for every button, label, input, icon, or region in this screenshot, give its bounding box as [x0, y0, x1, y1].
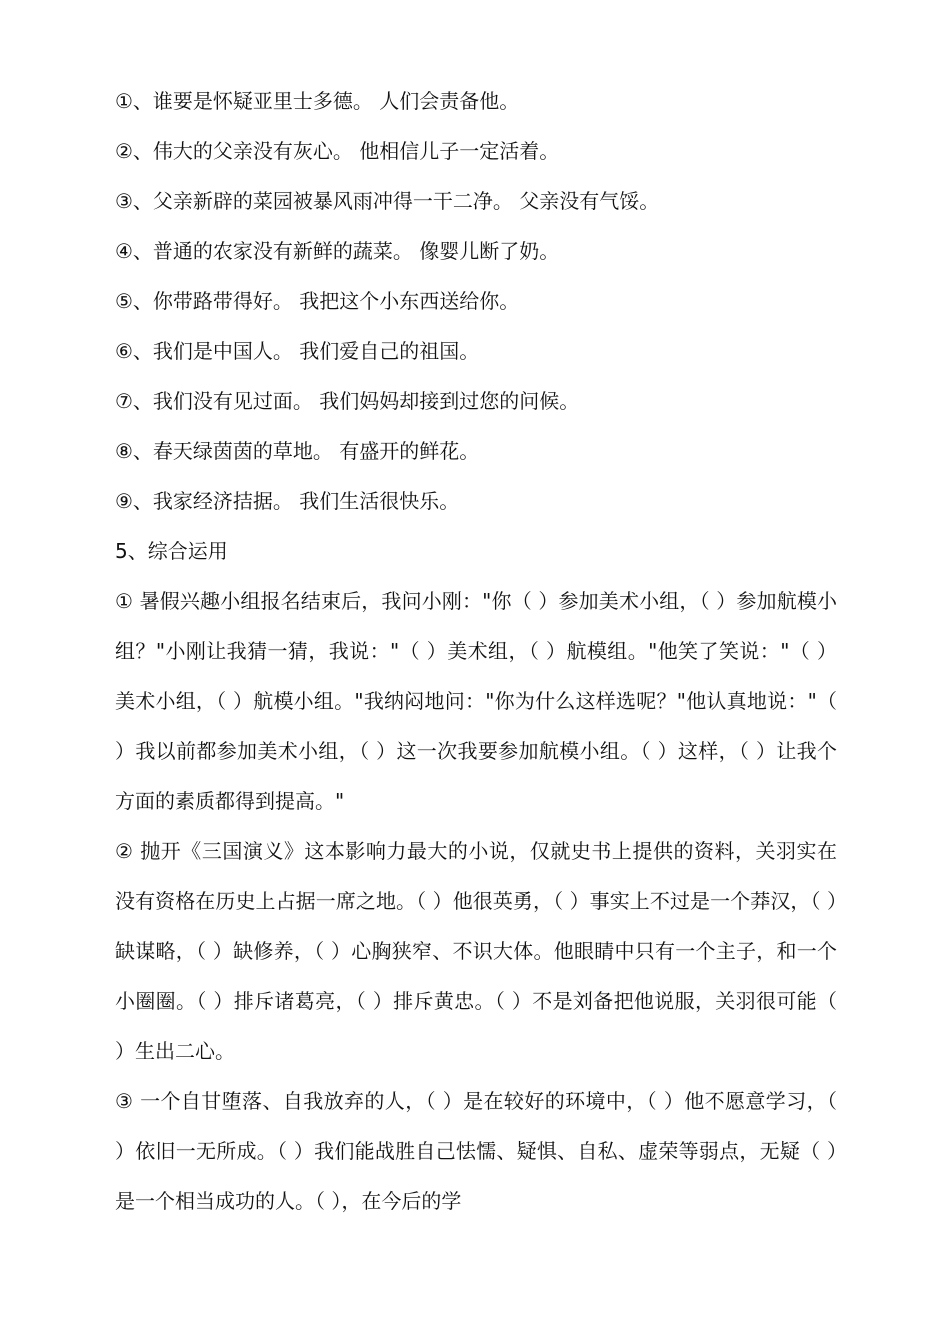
list-item-9: ⑨、我家经济拮据。 我们生活很快乐。 [115, 489, 460, 513]
list-item-3: ③、父亲新辟的菜园被暴风雨冲得一干二净。 父亲没有气馁。 [115, 189, 660, 213]
list-item-6: ⑥、我们是中国人。 我们爱自己的祖国。 [115, 339, 480, 363]
list-item-8: ⑧、春天绿茵茵的草地。 有盛开的鲜花。 [115, 439, 480, 463]
document-page [115, 76, 837, 1226]
list-item-2: ②、伟大的父亲没有灰心。 他相信儿子一定活着。 [115, 139, 560, 163]
list-item-1: ①、谁要是怀疑亚里士多德。 人们会责备他。 [115, 89, 520, 113]
list-item-7: ⑦、我们没有见过面。 我们妈妈却接到过您的问候。 [115, 389, 580, 413]
exercise-paragraph-3: ③ 一个自甘堕落、自我放弃的人，（ ）是在较好的环境中，（ ）他不愿意学习，（ ）依旧一无所成。（ ）我们能战胜自己怯懦、疑惧、自私、虚荣等弱点，无疑（ ）是一个相当成功的人。（ ），在今后的学 [115, 1089, 837, 1213]
exercise-paragraph-2: ② 抛开《三国演义》这本影响力最大的小说，仅就史书上提供的资料，关羽实在没有资格在历史上占据一席之地。（ ）他很英勇，（ ）事实上不过是一个莽汉，（ ）缺谋略，（ ）缺修养，（ ）心胸狭窄、不识大体。他眼睛中只有一个主子，和一个小圈圈。（ ）排斥诸葛亮，（ ）排斥黄忠。（ ）不是刘备把他说服，关羽很可能（ ）生出二心。 [115, 839, 837, 1063]
section-heading: 5、综合运用 [115, 539, 228, 563]
list-item-4: ④、普通的农家没有新鲜的蔬菜。 像婴儿断了奶。 [115, 239, 560, 263]
exercise-paragraph-1: ① 暑假兴趣小组报名结束后，我问小刚："你（ ）参加美术小组，（ ）参加航模小组？"小刚让我猜一猜，我说："（ ）美术组，（ ）航模组。"他笑了笑说："（ ）美术小组，（ ）航模小组。"我纳闷地问："你为什么这样选呢？"他认真地说："（ ）我以前都参加美术小组，（ ）这一次我要参加航模小组。（ ）这样，（ ）让我个方面的素质都得到提高。" [115, 589, 837, 813]
list-item-5: ⑤、你带路带得好。 我把这个小东西送给你。 [115, 289, 520, 313]
